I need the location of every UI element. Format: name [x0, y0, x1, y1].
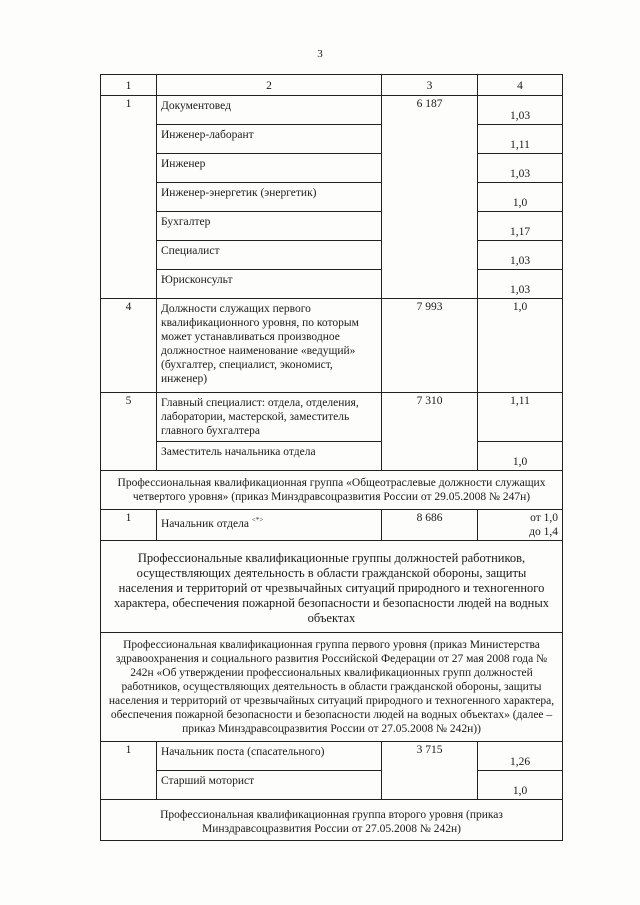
position-name [157, 510, 382, 541]
coefficient-from: от 1,0 [530, 512, 558, 524]
section-heading-fourth-level: Профессиональная квалификационная группа «Общеотраслевые должности служащих четвертого уровня» (приказ Минздравсоцразвития России от 29.05.2008 № 247н) [101, 471, 563, 510]
table-row [101, 241, 563, 270]
coefficient-value: 1,03 [478, 241, 563, 270]
header-col-4: 4 [478, 75, 563, 96]
section-row [101, 800, 563, 841]
coefficient-value: 1,11 [478, 125, 563, 154]
level-number: 1 [101, 96, 157, 299]
section-heading-civil-defense: Профессиональные квалификационные группы должностей работников, осуществляющих деятельность в области гражданской обороны, защиты населения и территорий от чрезвычайных ситуаций природного и техногенного характера, обеспечения пожарной безопасности и безопасности людей на водных объектах [101, 541, 563, 633]
position-name: Бухгалтер [157, 212, 382, 241]
position-name: Специалист [157, 241, 382, 270]
coefficient-value: 1,17 [478, 212, 563, 241]
header-col-2: 2 [157, 75, 382, 96]
salary-value: 6 187 [382, 96, 478, 299]
position-name: Юрисконсульт [157, 270, 382, 299]
table-row [101, 183, 563, 212]
section-row [101, 471, 563, 510]
coefficient-value: 1,11 [478, 393, 563, 442]
coefficient-value: 1,03 [478, 270, 563, 299]
table-row [101, 742, 563, 771]
header-col-3: 3 [382, 75, 478, 96]
section-row [101, 541, 563, 633]
coefficient-value: 1,0 [478, 183, 563, 212]
table-row [101, 299, 563, 393]
salary-value: 7 310 [382, 393, 478, 471]
position-name: Инженер-лаборант [157, 125, 382, 154]
salary-value: 7 993 [382, 299, 478, 393]
section-row [101, 633, 563, 742]
coefficient-value: 1,0 [478, 771, 563, 800]
salary-table-sheet [100, 74, 562, 841]
level-number: 1 [101, 510, 157, 541]
coefficient-value: 1,26 [478, 742, 563, 771]
position-name: Документовед [157, 96, 382, 125]
position-name: Должности служащих первого квалификационного уровня, по которым может устанавливаться производное должностное наименование «ведущий» (бухгалтер, специалист, экономист, инженер) [157, 299, 382, 393]
salary-value: 8 686 [382, 510, 478, 541]
table-row [101, 96, 563, 125]
footnote-mark: <*> [251, 516, 264, 524]
table-row [101, 125, 563, 154]
table-row [101, 270, 563, 299]
position-name: Начальник поста (спасательного) [157, 742, 382, 771]
salary-value: 3 715 [382, 742, 478, 800]
coefficient-range [478, 510, 563, 541]
position-name: Инженер-энергетик (энергетик) [157, 183, 382, 212]
header-col-1: 1 [101, 75, 157, 96]
table-row [101, 771, 563, 800]
section-heading-first-level: Профессиональная квалификационная группа первого уровня (приказ Министерства здравоохранения и социального развития Российской Федерации от 27 мая 2008 года № 242н «Об утверждении профессиональных квалификационных групп должностей работников, осуществляющих деятельность в области гражданской обороны, защиты населения и территорий от чрезвычайных ситуаций природного и техногенного характера, обеспечения пожарной безопасности и безопасности людей на водных объектах» (далее – приказ Минздравсоцразвития России от 27.05.2008 № 242н)) [101, 633, 563, 742]
position-name: Инженер [157, 154, 382, 183]
section-heading-second-level: Профессиональная квалификационная группа второго уровня (приказ Минздравсоцразвития России от 27.05.2008 № 242н) [101, 800, 563, 841]
page-number: 3 [317, 48, 323, 60]
coefficient-value: 1,03 [478, 154, 563, 183]
position-name: Заместитель начальника отдела [157, 442, 382, 471]
coefficient-to: до 1,4 [529, 526, 558, 538]
table-row [101, 442, 563, 471]
coefficient-value: 1,03 [478, 96, 563, 125]
table-header-row [101, 75, 563, 96]
position-name: Старший моторист [157, 771, 382, 800]
level-number: 4 [101, 299, 157, 393]
table-row [101, 393, 563, 442]
level-number: 5 [101, 393, 157, 471]
table-row [101, 510, 563, 541]
position-name-text: Начальник отдела [161, 517, 249, 530]
coefficient-value: 1,0 [478, 442, 563, 471]
position-name: Главный специалист: отдела, отделения, лаборатории, мастерской, заместитель главного бухгалтера [157, 393, 382, 442]
table-row [101, 212, 563, 241]
table-row [101, 154, 563, 183]
salary-table [100, 74, 563, 841]
coefficient-value: 1,0 [478, 299, 563, 393]
level-number: 1 [101, 742, 157, 800]
